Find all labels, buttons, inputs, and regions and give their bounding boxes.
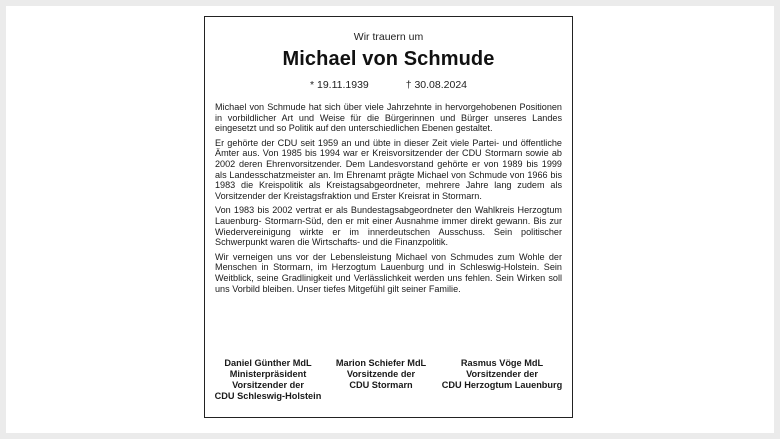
paragraph: Er gehörte der CDU seit 1959 an und übte in dieser Zeit viele Partei- und öffentliche Ämter aus. Von 1985 bis 1994 war er Kreisvorsitzender der CDU Stormarn sowie ab 2002 deren Ehrenvorsitzender. Dem Landesvorstand gehörte er von 1989 bis 1999 als Landesschatzmeister an. Im Ehrenamt prägte Michael von Schmude von 1966 bis 1983 die Kreispolitik als Kreistagsabgeordneter, mehrere Jahre lang zudem als Vorsitzender der Kreistagsfraktion und Erster Kreisrat in Stormarn. — [215, 137, 562, 201]
signatory-voege — [435, 358, 569, 402]
signatory-name: Marion Schiefer MdL — [335, 358, 427, 368]
signatory-guenther — [209, 358, 327, 402]
intro-line: Wir trauern um — [353, 31, 424, 43]
paragraph: Wir verneigen uns vor der Lebensleistung Michael von Schmudes zum Wohle der Menschen in Stormarn, im Herzogtum Lauenburg und in Schleswig-Holstein. Sein Weitblick, seine Gradlinigkeit und Verlässlichkeit werden uns fehlen. Sein Wirken soll uns Vorbild bleiben. Unser tiefes Mitgefühl gilt seiner Familie. — [215, 251, 562, 294]
signatures — [209, 358, 569, 402]
signatory-role: Ministerpräsident — [229, 369, 307, 379]
signatory-schiefer — [327, 358, 435, 402]
signatory-role: CDU Stormarn — [349, 380, 413, 390]
signatory-name: Daniel Günther MdL — [224, 358, 312, 368]
paragraph: Michael von Schmude hat sich über viele Jahrzehnte in hervorgehobenen Positionen in vorbildlicher Art und Weise für die Bürgerinnen und Bürger unseres Landes eingesetzt und so Politik auf den unterschiedlichen Ebenen gestaltet. — [215, 102, 562, 134]
signatory-role: Vorsitzender der — [232, 380, 304, 390]
paragraph: Von 1983 bis 2002 vertrat er als Bundestagsabgeordneter den Wahlkreis Herzogtum Lauenburg- Stormarn-Süd, den er mit einer Ausnahme immer direkt gewann. Bis zur Wiedervereinigung wirkte er im innerdeutschen Ausschuss. Sein politischer Schwerpunkt waren die Wirtschafts- und die Finanzpolitik. — [215, 205, 562, 248]
signatory-name: Rasmus Vöge MdL — [460, 358, 544, 368]
signatory-role: CDU Schleswig-Holstein — [214, 391, 322, 401]
birth-date: * 19.11.1939 — [309, 79, 369, 91]
life-dates — [205, 79, 572, 91]
signatory-role: CDU Herzogtum Lauenburg — [441, 380, 563, 390]
obituary-notice — [204, 16, 573, 418]
signatory-role: Vorsitzende der — [346, 369, 416, 379]
death-date: † 30.08.2024 — [405, 79, 467, 91]
deceased-name: Michael von Schmude — [282, 48, 495, 70]
obituary-text — [215, 102, 562, 298]
signatory-role: Vorsitzender der — [466, 369, 538, 379]
